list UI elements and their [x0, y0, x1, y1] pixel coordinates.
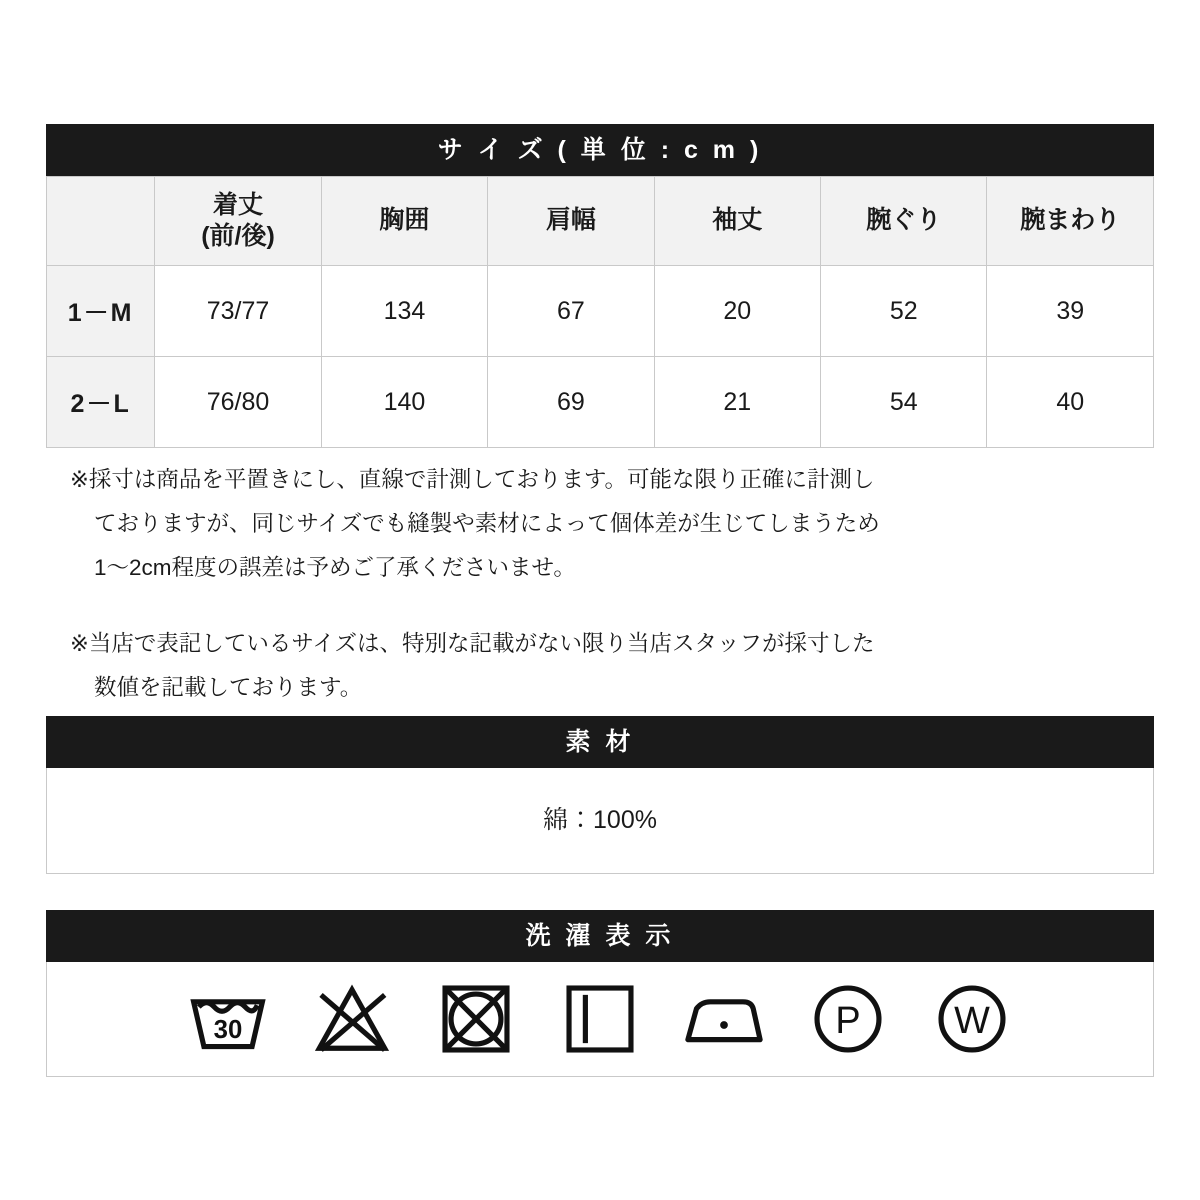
cell-sleeve: 20 — [654, 266, 820, 357]
cell-armhole: 54 — [821, 357, 987, 448]
wash-section-title: 洗 濯 表 示 — [46, 910, 1154, 962]
svg-text:P: P — [835, 999, 861, 1042]
size-table — [46, 176, 1154, 448]
notes-section — [70, 458, 1130, 731]
cell-shoulder: 69 — [488, 357, 654, 448]
cell-shoulder: 67 — [488, 266, 654, 357]
table-row — [47, 266, 1154, 357]
column-header-blank — [47, 177, 155, 266]
svg-text:30: 30 — [213, 1015, 243, 1044]
svg-text:W: W — [954, 999, 990, 1042]
no-bleach-icon — [309, 976, 395, 1062]
note-measurement — [70, 458, 1130, 590]
row-size-label: 2－L — [47, 357, 155, 448]
no-tumble-dry-icon — [433, 976, 519, 1062]
material-section — [46, 716, 1154, 874]
column-header-armhole: 腕ぐり — [821, 177, 987, 266]
dry-clean-p-icon — [805, 976, 891, 1062]
table-row — [47, 357, 1154, 448]
note-line: ※採寸は商品を平置きにし、直線で計測しております。可能な限り正確に計測し — [70, 467, 875, 492]
wet-clean-w-icon — [929, 976, 1015, 1062]
cell-armhole: 52 — [821, 266, 987, 357]
note-line: ※当店で表記しているサイズは、特別な記載がない限り当店スタッフが採寸した — [70, 630, 875, 656]
cell-bust: 134 — [321, 266, 487, 357]
cell-length: 76/80 — [155, 357, 321, 448]
column-header-length-main: 着丈 — [212, 190, 263, 219]
cell-arm: 39 — [987, 266, 1154, 357]
column-header-length — [155, 177, 321, 266]
cell-sleeve: 21 — [654, 357, 820, 448]
material-section-title: 素 材 — [46, 716, 1154, 768]
size-section — [46, 124, 1154, 448]
note-line: 1〜2cm程度の誤差は予めご了承くださいませ。 — [94, 554, 576, 580]
drip-dry-vertical-icon — [557, 976, 643, 1062]
wash-30-icon — [185, 976, 271, 1062]
column-header-bust: 胸囲 — [321, 177, 487, 266]
table-header-row — [47, 177, 1154, 266]
cell-arm: 40 — [987, 357, 1154, 448]
note-line: 数値を記載しております。 — [94, 674, 363, 700]
cell-length: 73/77 — [155, 266, 321, 357]
wash-icon-row — [46, 962, 1154, 1077]
cell-bust: 140 — [321, 357, 487, 448]
wash-section — [46, 910, 1154, 1077]
material-value: 綿：100% — [46, 768, 1154, 874]
size-section-title: サ イ ズ ( 単 位 : c m ) — [46, 124, 1154, 176]
column-header-length-sub: (前/後) — [201, 222, 275, 250]
column-header-sleeve: 袖丈 — [654, 177, 820, 266]
column-header-shoulder: 肩幅 — [488, 177, 654, 266]
column-header-arm: 腕まわり — [987, 177, 1154, 266]
row-size-label: 1－M — [47, 266, 155, 357]
iron-low-icon — [681, 976, 767, 1062]
note-staff — [70, 622, 1130, 710]
note-line: ておりますが、同じサイズでも縫製や素材によって個体差が生じてしまうため — [94, 510, 880, 536]
